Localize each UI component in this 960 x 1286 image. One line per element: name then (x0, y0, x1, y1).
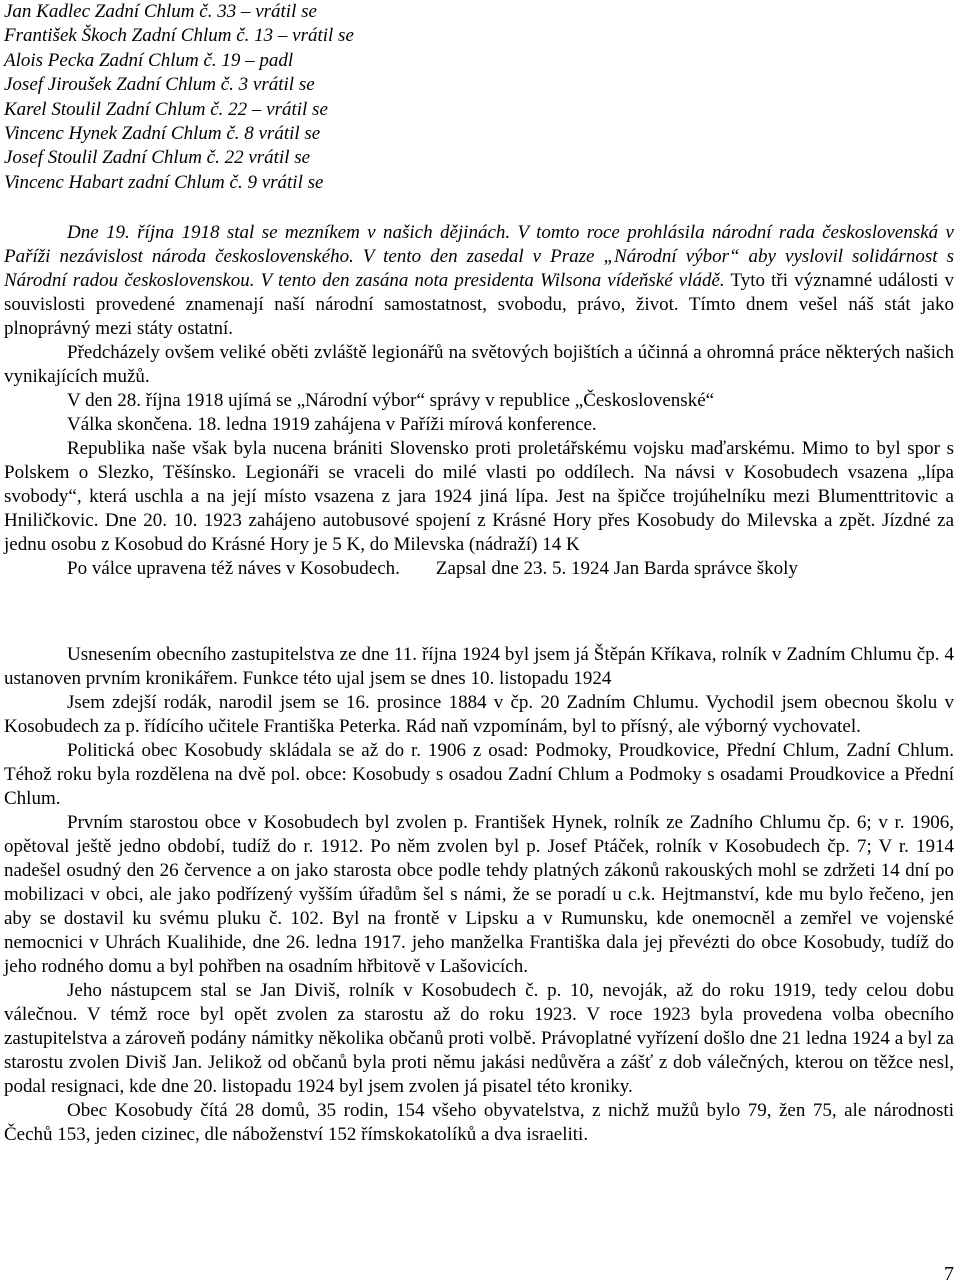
paragraph: Obec Kosobudy čítá 28 domů, 35 rodin, 154 všeho obyvatelstva, z nichž mužů bylo 79, žen 75, ale národnosti Čechů 153, jeden cizinec, dle náboženství 152 římskokatolíků a dva israeliti. (4, 1100, 954, 1145)
list-item: Karel Stoulil Zadní Chlum č. 22 – vrátil se (4, 98, 328, 120)
paragraph-text: Tyto tři významné události v souvislosti provedené znamenají naší národní samostatnost, svobodu, právo, život. Tímto dnem vešel náš stát jako plnoprávný mezi státy ostatní. (4, 270, 955, 339)
paragraph-text: Po válce upravena též náves v Kosobudech. (67, 558, 400, 579)
list-item: Josef Jiroušek Zadní Chlum č. 3 vrátil se (4, 74, 315, 96)
list-item: Vincenc Hynek Zadní Chlum č. 8 vrátil se (4, 122, 321, 144)
list-item: Vincenc Habart zadní Chlum č. 9 vrátil se (4, 171, 324, 193)
paragraph: Jsem zdejší rodák, narodil jsem se 16. prosince 1884 v čp. 20 Zadním Chlumu. Vychodil jsem obecnou školu v Kosobudech za p. řídícího učitele Františka Peterka. Rád naň vzpomínám, byl to přísný, ale výborný vychovatel. (4, 692, 954, 737)
signature-line (4, 557, 954, 581)
paragraph: Válka skončena. 18. ledna 1919 zahájena v Paříži mírová konference. (67, 414, 597, 435)
names-list (4, 0, 954, 195)
page-number: 7 (944, 1263, 954, 1285)
list-item: Jan Kadlec Zadní Chlum č. 33 – vrátil se (4, 1, 317, 22)
list-item: Josef Stoulil Zadní Chlum č. 22 vrátil se (4, 147, 311, 169)
paragraph (4, 221, 954, 341)
paragraph: V den 28. října 1918 ujímá se „Národní výbor“ správy v republice „Československé“ (67, 390, 715, 411)
paragraph: Usnesením obecního zastupitelstva ze dne 11. října 1924 byl jsem já Štěpán Kříkava, rolník v Zadním Chlumu čp. 4 ustanoven prvním kronikářem. Funkce této ujal jsem se dnes 10. listopadu 1924 (4, 644, 954, 689)
paragraph: Politická obec Kosobudy skládala se až do r. 1906 z osad: Podmoky, Proudkovice, Přední Chlum, Zadní Chlum. Téhož roku byla rozdělena na dvě pol. obce: Kosobudy s osadou Zadní Chlum a Podmoky s osadami Proudkovice a Přední Chlum. (4, 740, 954, 809)
paragraph: Republika naše však byla nucena brániti Slovensko proti proletářskému vojsku maďarskému. Mimo to byl spor s Polskem o Slezko, Těšínsko. Legionáři se vraceli do milé vlasti po oddílech. Na návsi v Kosobudech vsazena „lípa svobody“, která uschla a na její místo vsazena z jara 1924 jiná lípa. Jest na špičce trojúhelníku mezi Blumenttritovic a Hniličkovic. Dne 20. 10. 1923 zahájeno autobusové spojení z Krásné Hory přes Kosobudy do Milevska a zpět. Jízdné za jednu osobu z Kosobud do Krásné Hory je 5 K, do Milevska (nádraží) 14 K (4, 438, 954, 555)
chronicle-section (4, 643, 954, 1147)
history-section (4, 221, 954, 581)
paragraph: Předcházely ovšem veliké oběti zvláště legionářů na světových bojištích a účinná a ohromná práce některých našich vynikajících mužů. (4, 342, 954, 387)
italic-text: Dne 19. října 1918 stal se mezníkem v našich dějinách. V tomto roce prohlásila národní rada československá v Paříži nezávislost národa československého. V tento den zasedal v Praze „Národní výbor“ aby vyslovil solidárnost s Národní radou československou. V tento den zasána nota presidenta Wilsona vídeňské vládě. (4, 222, 954, 291)
signature: Zapsal dne 23. 5. 1924 Jan Barda správce školy (435, 558, 798, 579)
paragraph: Jeho nástupcem stal se Jan Diviš, rolník v Kosobudech č. p. 10, nevoják, až do roku 1919, tedy celou dobu válečnou. V témž roce byl opět zvolen za starostu až do roku 1923. V roce 1923 byla provedena volba obecního zastupitelstva a zároveň podány námitky několika občanů proti volbě. Právoplatné vyřízení došlo dne 21 ledna 1924 a byl za starostu zvolen Diviš Jan. Jelikož od občanů byla proti němu jakási nedůvěra a zášť z dob válečných, kterou on těžce nesl, podal resignaci, kde dne 20. listopadu 1924 byl jsem zvolen já pisatel této kroniky. (4, 980, 954, 1097)
list-item: Alois Pecka Zadní Chlum č. 19 – padl (4, 49, 294, 71)
paragraph: Prvním starostou obce v Kosobudech byl zvolen p. František Hynek, rolník ze Zadního Chlumu čp. 6; v r. 1906, opětoval ještě jedno období, tudíž do r. 1912. Po něm zvolen byl p. Josef Ptáček, rolník v Kosobudech čp. 7; V r. 1914 nadešel osudný den 26 července a on jako starosta obce podle tehdy platných zákonů rakouských mohl se zdržeti 14 dní po mobilizaci v obci, ale jako podřízený vyšším úřadům šel s námi, že se poradí u c.k. Hejtmanství, kde mu bylo řečeno, jen aby se dostavil ku svému pluku č. 102. Byl na frontě v Lipsku a v Rumunsku, kde onemocněl a zemřel ve vojenské nemocnici v Uhrách Kualihide, dne 26. ledna 1917. jeho manželka Františka dala jej převézti do obce Kosobudy, tudíž do jeho rodného domu a byl pohřben na osadním hřbitově v Lašovicích. (4, 812, 954, 977)
list-item: František Škoch Zadní Chlum č. 13 – vrátil se (4, 25, 354, 47)
